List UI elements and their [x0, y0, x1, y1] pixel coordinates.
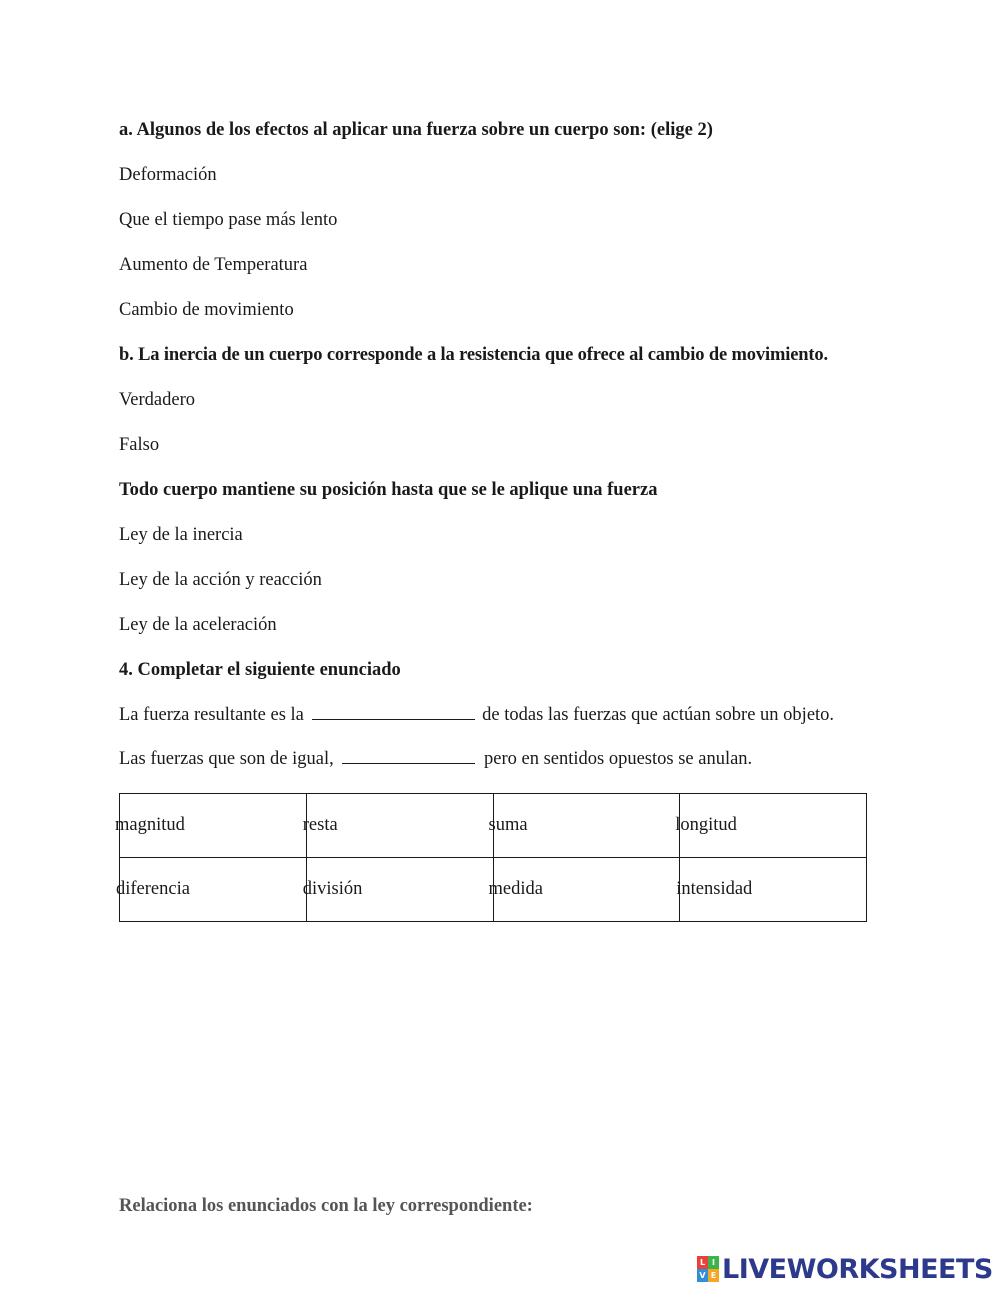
- option-c-2[interactable]: Ley de la acción y reacción: [119, 570, 322, 590]
- word-division: división: [302, 879, 363, 899]
- table-row: [120, 858, 867, 922]
- relate-title: Relaciona los enunciados con la ley correspondiente:: [119, 1196, 533, 1216]
- word-intensidad: intensidad: [676, 879, 753, 899]
- option-c-3[interactable]: Ley de la aceleración: [119, 615, 277, 635]
- word-cell[interactable]: [488, 858, 680, 922]
- sentence-1-before: La fuerza resultante es la: [119, 705, 304, 725]
- word-cell[interactable]: [488, 794, 680, 858]
- sentence-2: [119, 748, 752, 770]
- word-cell[interactable]: [115, 794, 307, 858]
- sentence-2-before: Las fuerzas que son de igual,: [119, 749, 334, 769]
- question-c-title: Todo cuerpo mantiene su posición hasta que se le aplique una fuerza: [119, 480, 658, 500]
- table-row: [120, 794, 867, 858]
- question-4-title: 4. Completar el siguiente enunciado: [119, 660, 401, 680]
- blank-input-2[interactable]: [342, 748, 475, 764]
- word-diferencia: diferencia: [116, 879, 190, 899]
- word-cell[interactable]: [116, 858, 307, 922]
- liveworksheets-logo: [697, 1254, 993, 1284]
- logo-badge-icon: [697, 1256, 719, 1282]
- word-cell[interactable]: [302, 858, 493, 922]
- word-cell[interactable]: [676, 858, 867, 922]
- logo-badge-e: E: [708, 1269, 719, 1282]
- word-bank-table: [115, 793, 867, 922]
- blank-input-1[interactable]: [312, 704, 475, 720]
- logo-badge-l: L: [697, 1256, 708, 1269]
- question-a-title: a. Algunos de los efectos al aplicar una fuerza sobre un cuerpo son: (elige 2): [119, 120, 713, 140]
- word-magnitud: magnitud: [115, 815, 185, 835]
- option-c-1[interactable]: Ley de la inercia: [119, 525, 243, 545]
- option-b-1[interactable]: Verdadero: [119, 390, 196, 410]
- option-a-3[interactable]: Aumento de Temperatura: [119, 255, 308, 275]
- sentence-2-after: pero en sentidos opuestos se anulan.: [483, 749, 753, 769]
- word-longitud: longitud: [675, 815, 737, 835]
- option-a-1[interactable]: Deformación: [119, 165, 217, 185]
- logo-badge-i: I: [708, 1256, 719, 1269]
- question-b-title: b. La inercia de un cuerpo corresponde a la resistencia que ofrece al cambio de movimiento.: [119, 345, 828, 365]
- logo-text: LIVEWORKSHEETS: [722, 1253, 993, 1285]
- word-cell[interactable]: [675, 794, 867, 858]
- option-a-2[interactable]: Que el tiempo pase más lento: [119, 210, 338, 230]
- word-medida: medida: [488, 879, 543, 899]
- sentence-1-after: de todas las fuerzas que actúan sobre un objeto.: [482, 705, 835, 725]
- word-resta: resta: [302, 815, 338, 835]
- option-a-4[interactable]: Cambio de movimiento: [119, 300, 294, 320]
- option-b-2[interactable]: Falso: [119, 435, 160, 455]
- logo-badge-v: V: [697, 1269, 708, 1282]
- sentence-1: [119, 704, 834, 726]
- word-suma: suma: [488, 815, 528, 835]
- word-cell[interactable]: [302, 794, 493, 858]
